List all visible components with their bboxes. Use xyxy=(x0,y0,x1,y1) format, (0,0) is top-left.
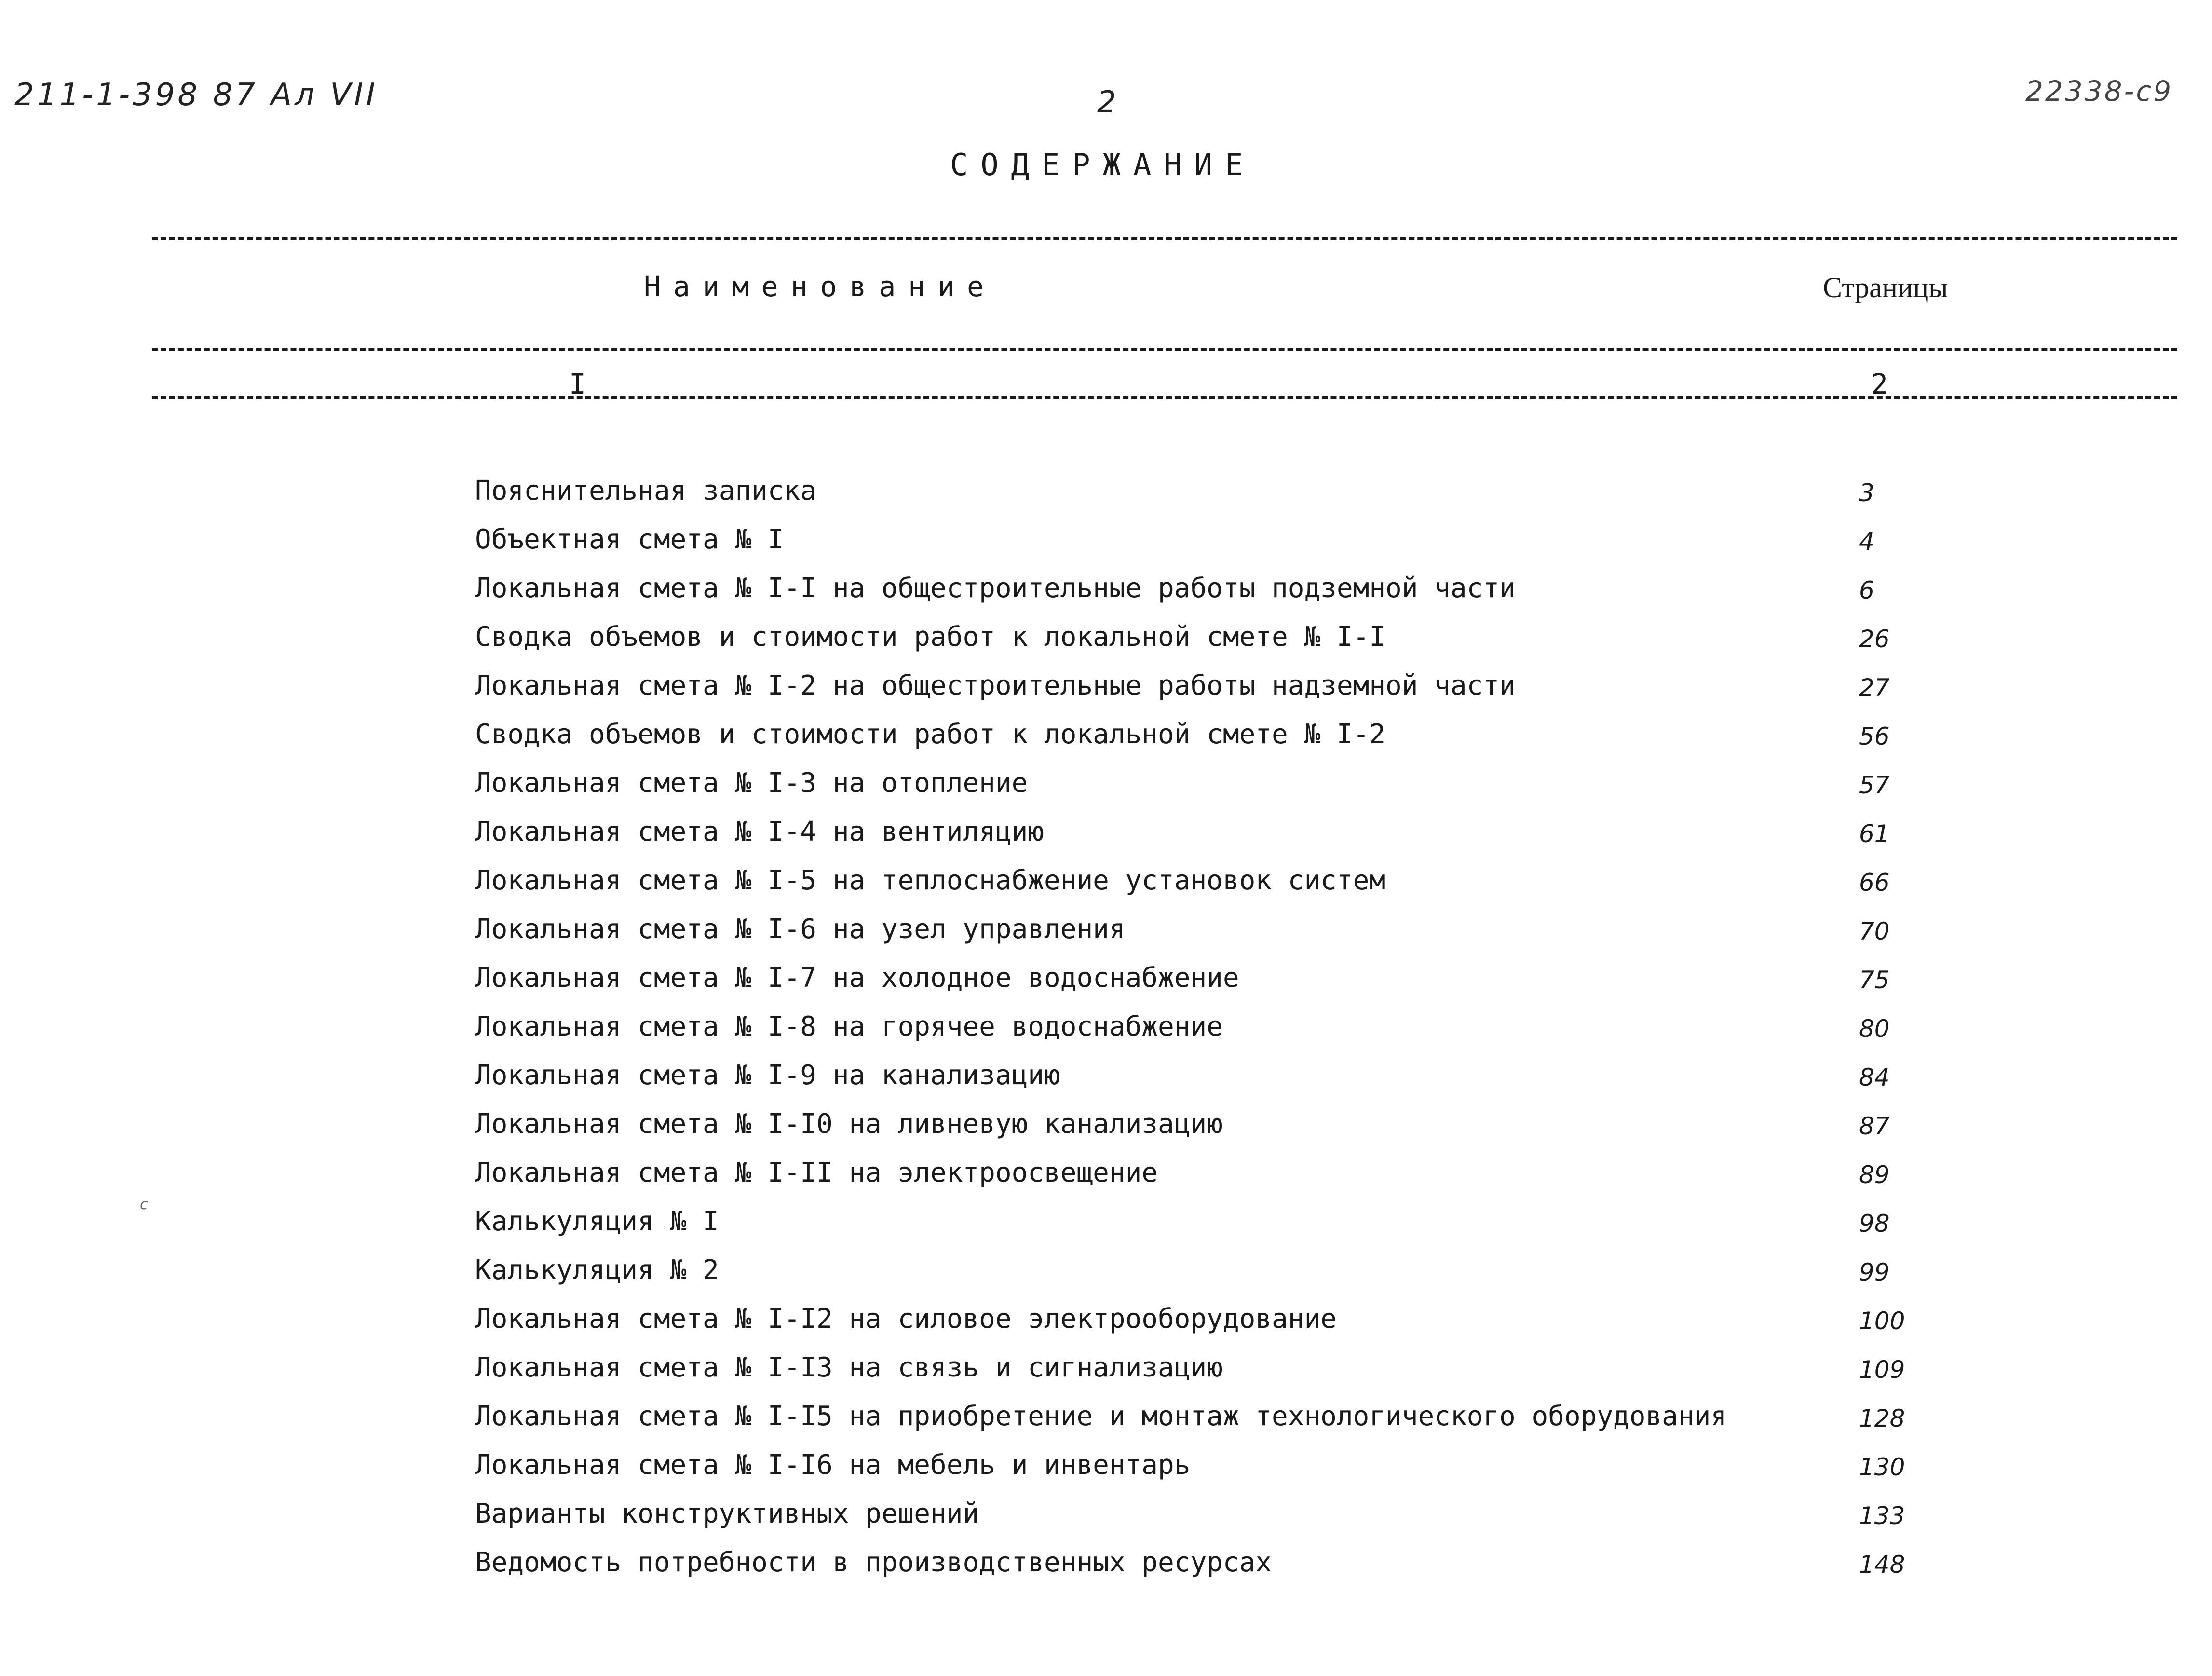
toc-entry xyxy=(475,572,1922,621)
toc-entry-title: Локальная смета № I-3 на отопление xyxy=(475,767,1028,799)
toc-entry-title: Локальная смета № I-I на общестроительные работы подземной части xyxy=(475,572,1516,604)
toc-entry xyxy=(475,1303,1922,1352)
toc-entry-page: 66 xyxy=(1859,869,1890,897)
toc-entry xyxy=(475,962,1922,1011)
toc-entry-title: Калькуляция № 2 xyxy=(475,1254,719,1286)
toc-entry xyxy=(475,475,1922,524)
toc-entry-title: Локальная смета № I-9 на канализацию xyxy=(475,1060,1060,1091)
toc-entry-title: Ведомость потребности в производственных ресурсах xyxy=(475,1547,1272,1578)
toc-entry-title: Пояснительная записка xyxy=(475,475,817,506)
toc-entry-page: 98 xyxy=(1859,1210,1890,1238)
toc-entry xyxy=(475,1108,1922,1157)
toc-entry-page: 148 xyxy=(1859,1551,1905,1579)
toc-entry-title: Варианты конструктивных решений xyxy=(475,1498,979,1529)
toc-entry-page: 109 xyxy=(1859,1356,1905,1384)
page-title: СОДЕРЖАНИЕ xyxy=(950,147,1256,182)
toc-entry-title: Локальная смета № I-I6 на мебель и инвентарь xyxy=(475,1449,1191,1481)
toc-entry-title: Объектная смета № I xyxy=(475,524,784,555)
toc-entry xyxy=(475,1547,1922,1595)
toc-entry-page: 130 xyxy=(1859,1453,1905,1481)
toc-entry-page: 84 xyxy=(1859,1063,1890,1091)
toc-entry-page: 56 xyxy=(1859,722,1890,750)
toc-entry-page: 27 xyxy=(1859,674,1890,702)
toc-entry-page: 87 xyxy=(1859,1112,1890,1140)
toc-entry-title: Локальная смета № I-I5 на приобретение и монтаж технологического оборудования xyxy=(475,1401,1727,1432)
toc-entry-title: Локальная смета № I-2 на общестроительные работы надземной части xyxy=(475,670,1516,701)
toc-entry-title: Локальная смета № I-I2 на силовое электрооборудование xyxy=(475,1303,1337,1335)
column-number-name: I xyxy=(569,368,586,400)
toc-entry xyxy=(475,524,1922,572)
toc-entry-page: 75 xyxy=(1859,966,1890,994)
toc-entry-page: 89 xyxy=(1859,1161,1890,1189)
toc-entry xyxy=(475,1254,1922,1303)
toc-entry-page: 133 xyxy=(1859,1502,1905,1530)
toc-entry xyxy=(475,1352,1922,1401)
page-number: 2 xyxy=(1097,84,1116,120)
toc-entry-page: 80 xyxy=(1859,1015,1890,1043)
toc-entry-page: 4 xyxy=(1859,528,1874,556)
toc-entry-title: Сводка объемов и стоимости работ к локальной смете № I-I xyxy=(475,621,1386,653)
archive-number: 22338-с9 xyxy=(2025,75,2173,108)
toc-entry-page: 100 xyxy=(1859,1307,1905,1335)
toc-entry-title: Локальная смета № I-5 на теплоснабжение установок систем xyxy=(475,865,1386,896)
toc-entry xyxy=(475,865,1922,913)
toc-entry xyxy=(475,1157,1922,1206)
toc-entry-page: 61 xyxy=(1859,820,1890,848)
toc-entry-title: Локальная смета № I-7 на холодное водоснабжение xyxy=(475,962,1239,994)
toc-entry-title: Локальная смета № I-II на электроосвещение xyxy=(475,1157,1158,1188)
toc-entry-title: Локальная смета № I-8 на горячее водоснабжение xyxy=(475,1011,1223,1042)
toc-entry-page: 6 xyxy=(1859,576,1874,604)
toc-entry xyxy=(475,1060,1922,1108)
column-header-pages: Страницы xyxy=(1823,272,1948,303)
toc-entry-title: Локальная смета № I-6 на узел управления xyxy=(475,913,1126,945)
toc-entry xyxy=(475,670,1922,719)
toc-entry xyxy=(475,1449,1922,1498)
toc-entry-page: 26 xyxy=(1859,625,1890,653)
toc-entry xyxy=(475,621,1922,670)
toc-entry-title: Калькуляция № I xyxy=(475,1206,719,1237)
toc-entry-title: Локальная смета № I-I0 на ливневую канализацию xyxy=(475,1108,1223,1140)
toc-entry xyxy=(475,767,1922,816)
toc-entry-title: Локальная смета № I-4 на вентиляцию xyxy=(475,816,1045,847)
toc-entry xyxy=(475,816,1922,865)
margin-mark: с xyxy=(140,1196,148,1213)
toc-entry xyxy=(475,913,1922,962)
column-header-name: Наименование xyxy=(644,270,997,303)
column-number-pages: 2 xyxy=(1871,368,1888,400)
table-top-rule xyxy=(152,237,2177,240)
toc-entry xyxy=(475,719,1922,767)
document-code: 211-1-398 87 Ал VII xyxy=(14,77,378,113)
toc-entry-page: 128 xyxy=(1859,1404,1905,1432)
toc-entry-page: 57 xyxy=(1859,771,1890,799)
toc-list xyxy=(475,475,1922,1595)
toc-entry xyxy=(475,1206,1922,1254)
toc-entry-title: Сводка объемов и стоимости работ к локальной смете № I-2 xyxy=(475,719,1386,750)
toc-entry xyxy=(475,1401,1922,1449)
column-number-rule xyxy=(152,396,2177,399)
toc-entry-title: Локальная смета № I-I3 на связь и сигнализацию xyxy=(475,1352,1223,1383)
header-bottom-rule xyxy=(152,348,2177,351)
toc-entry xyxy=(475,1498,1922,1547)
toc-entry xyxy=(475,1011,1922,1060)
toc-entry-page: 99 xyxy=(1859,1258,1890,1286)
toc-entry-page: 70 xyxy=(1859,917,1890,945)
toc-entry-page: 3 xyxy=(1859,479,1874,507)
